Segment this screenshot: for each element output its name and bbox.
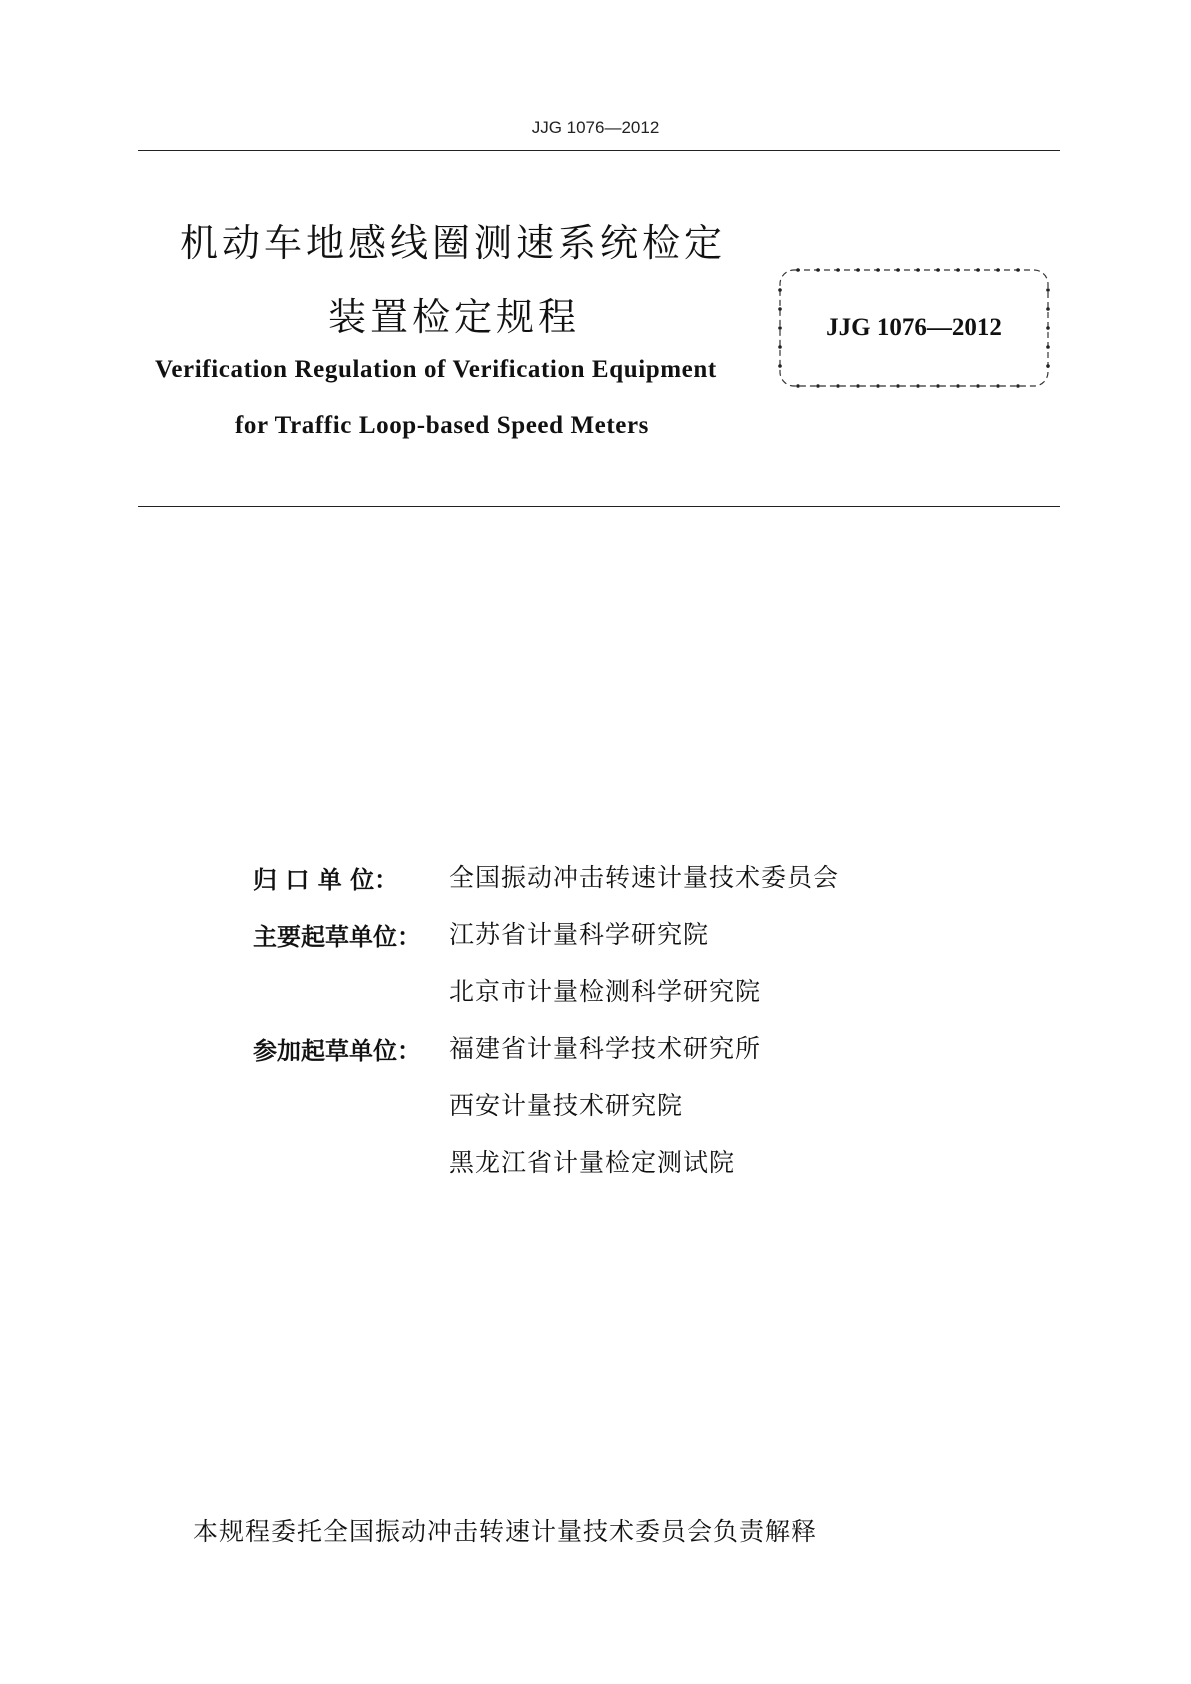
participating-drafting-label: 参加起草单位： bbox=[253, 1037, 421, 1065]
standard-code: JJG 1076—2012 bbox=[826, 314, 1002, 341]
title-bottom-rule bbox=[138, 506, 1060, 507]
running-header-code: JJG 1076—2012 bbox=[531, 118, 660, 137]
main-drafting-label: 主要起草单位： bbox=[253, 923, 421, 951]
responsible-unit-value: 全国振动冲击转速计量技术委员会 bbox=[449, 863, 840, 892]
participating-unit-3: 黑龙江省计量检定测试院 bbox=[449, 1148, 736, 1177]
title-cn-line2: 装置检定规程 bbox=[328, 295, 581, 339]
participating-unit-2: 西安计量技术研究院 bbox=[449, 1091, 684, 1120]
standard-code-box bbox=[776, 266, 1052, 390]
responsible-unit-label: 归 口 单 位： bbox=[253, 866, 399, 894]
header-rule bbox=[138, 150, 1060, 151]
title-cn-line1: 机动车地感线圈测速系统检定 bbox=[180, 221, 727, 265]
title-en-line2: for Traffic Loop-based Speed Meters bbox=[235, 412, 650, 439]
participating-unit-1: 福建省计量科学技术研究所 bbox=[449, 1034, 762, 1063]
title-en-line1: Verification Regulation of Verification Equipment bbox=[155, 356, 717, 383]
main-drafting-unit-2: 北京市计量检测科学研究院 bbox=[449, 977, 762, 1006]
main-drafting-unit-1: 江苏省计量科学研究院 bbox=[449, 920, 710, 949]
interpretation-note: 本规程委托全国振动冲击转速计量技术委员会负责解释 bbox=[193, 1517, 818, 1546]
